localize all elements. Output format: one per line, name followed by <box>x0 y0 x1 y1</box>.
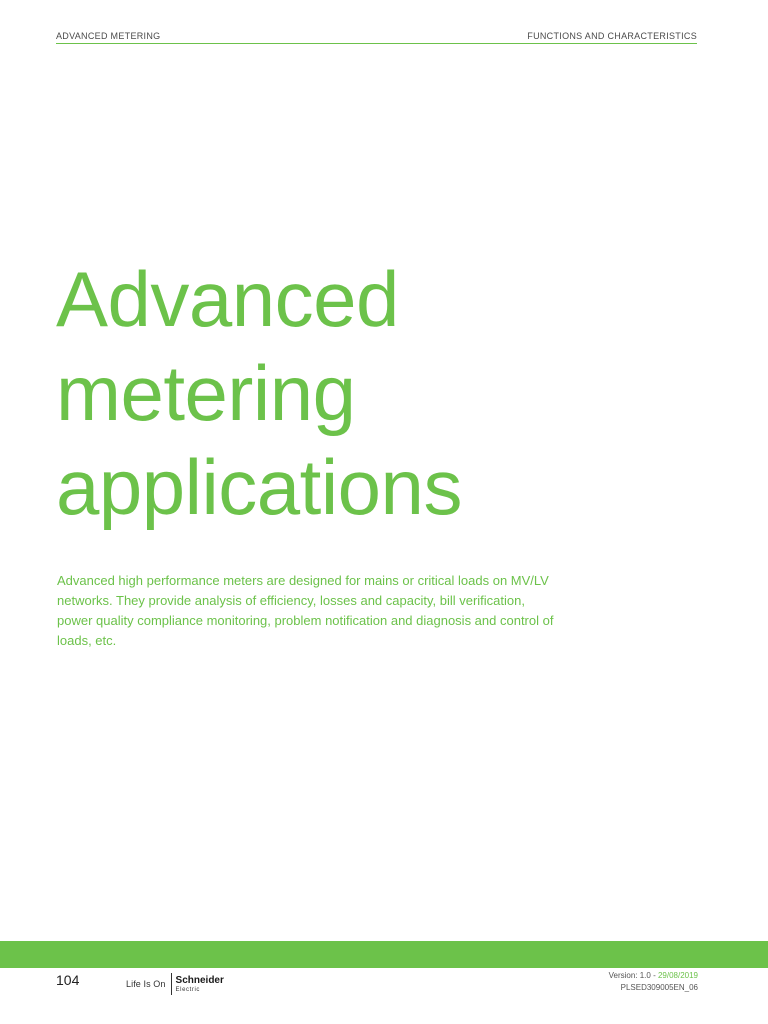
logo-brand-sub: Electric <box>175 986 201 993</box>
header-section: ADVANCED METERING <box>56 31 161 41</box>
title-line-1: Advanced <box>56 255 399 343</box>
running-header <box>56 31 697 43</box>
header-chapter: FUNCTIONS AND CHARACTERISTICS <box>527 31 697 41</box>
footer-green-bar <box>0 941 768 968</box>
version-date: 29/08/2019 <box>657 971 698 980</box>
version-label: Version: 1.0 - <box>608 971 658 980</box>
logo-brand <box>176 976 224 993</box>
page-number: 104 <box>56 972 80 988</box>
intro-paragraph: Advanced high performance meters are designed for mains or critical loads on MV/LV networks. They provide analysis of efficiency, losses and capacity, bill verification, power quality compliance monitoring, problem notification and diagnosis and control of loads, etc. <box>57 573 554 648</box>
title-line-3: applications <box>56 443 462 531</box>
version-info <box>609 971 698 980</box>
logo-brand-name: Schneider <box>175 974 224 986</box>
title-line-2: metering <box>56 349 356 437</box>
brand-logo <box>126 972 224 996</box>
logo-tagline: Life Is On <box>126 979 166 989</box>
header-rule <box>56 43 697 44</box>
page-title <box>56 252 462 534</box>
logo-divider <box>171 973 172 995</box>
document-reference: PLSED309005EN_06 <box>620 983 698 992</box>
